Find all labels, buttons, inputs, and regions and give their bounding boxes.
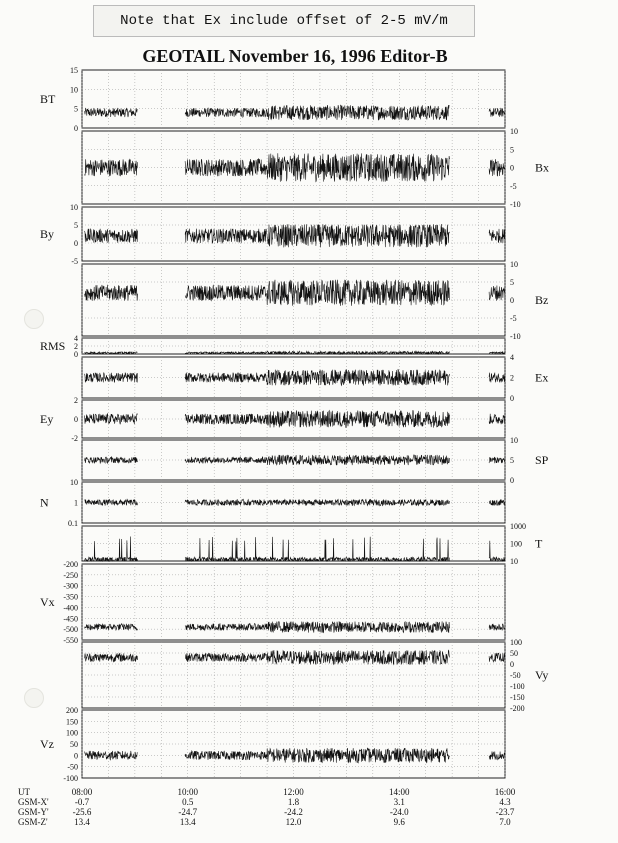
trace-vx-seg0: [85, 624, 138, 631]
panel-label: Vy: [535, 668, 549, 682]
tick-label: -200: [63, 560, 78, 569]
tick-label: 4: [74, 334, 78, 343]
trace-vz-seg2: [489, 751, 505, 759]
trace-vx-seg1: [185, 621, 449, 632]
tick-label: 2: [74, 396, 78, 405]
tick-label: 100: [510, 539, 522, 549]
footer-value: 12:00: [283, 787, 304, 797]
trace-bt-seg2: [489, 108, 505, 117]
trace-t-seg0: [85, 537, 138, 562]
panel-bx: [82, 127, 549, 209]
trace-bx-seg1: [185, 153, 449, 181]
tick-label: 0: [510, 660, 514, 669]
tick-label: 100: [66, 728, 78, 738]
panel-label: Bx: [535, 160, 550, 175]
trace-bz-seg0: [85, 285, 138, 301]
tick-label: -50: [510, 671, 521, 680]
trace-bz-seg1: [185, 280, 449, 306]
trace-bz-seg2: [489, 286, 505, 301]
tick-label: -250: [63, 570, 78, 580]
tick-label: 5: [510, 456, 514, 465]
footer-value: 7.0: [499, 817, 511, 827]
tick-label: 10: [510, 127, 518, 136]
panel-vz: [40, 706, 505, 783]
trace-rms-seg2: [489, 352, 505, 354]
tick-label: -400: [63, 603, 78, 613]
tick-label: 100: [510, 638, 522, 647]
tick-label: 0: [74, 415, 78, 424]
tick-label: 200: [66, 706, 78, 715]
tick-label: 0: [74, 751, 78, 761]
tick-label: -500: [63, 625, 78, 635]
footer-value: 4.3: [499, 797, 511, 807]
tick-label: 0: [510, 163, 514, 173]
panel-n: [40, 478, 505, 528]
panel-label: Vx: [40, 595, 55, 609]
panel-label: SP: [535, 453, 549, 467]
tick-label: -350: [63, 592, 78, 602]
tick-label: -5: [71, 257, 78, 266]
trace-bt-seg0: [85, 108, 138, 117]
tick-label: 5: [74, 221, 78, 230]
panel-frame: [82, 70, 505, 128]
tick-label: -10: [510, 200, 521, 209]
panel-label: BT: [40, 92, 56, 106]
panel-label: Vz: [40, 737, 54, 751]
trace-vy-seg1: [185, 650, 449, 664]
note-banner: Note that Ex include offset of 2-5 mV/m: [93, 5, 475, 37]
trace-vy-seg2: [489, 653, 505, 662]
panel-label: Bz: [535, 293, 549, 307]
trace-vx-seg2: [489, 624, 505, 631]
tick-label: -450: [63, 614, 78, 624]
tick-label: 1000: [510, 522, 526, 531]
trace-ey-seg0: [85, 414, 138, 425]
panel-rms: [40, 334, 505, 359]
panel-bz: [82, 260, 548, 341]
tick-label: 0: [74, 124, 78, 133]
panel-by: [40, 203, 505, 266]
tick-label: 10: [70, 478, 78, 487]
trace-ex-seg2: [489, 373, 505, 383]
panel-label: By: [40, 227, 55, 241]
tick-label: -100: [63, 774, 78, 783]
tick-label: 2: [510, 373, 514, 383]
footer-value: -24.7: [178, 807, 198, 817]
footer-value: 9.6: [393, 817, 405, 827]
tick-label: 10: [510, 260, 518, 269]
footer-value: 12.0: [285, 817, 302, 827]
footer-value: 14:00: [388, 787, 410, 797]
footer-value: -24.2: [284, 807, 303, 817]
trace-by-seg2: [489, 229, 505, 243]
chart-title: GEOTAIL November 16, 1996 Editor-B: [142, 46, 448, 66]
footer-value: 13.4: [179, 817, 196, 827]
panel-label: N: [40, 495, 49, 510]
tick-label: 0: [510, 296, 514, 305]
footer-row-label: GSM-X': [18, 797, 49, 807]
footer-row-label: GSM-Z': [18, 817, 48, 827]
tick-label: 0: [74, 350, 78, 359]
tick-label: 0.1: [68, 519, 78, 528]
trace-sp-seg2: [489, 457, 505, 463]
trace-by-seg0: [85, 229, 138, 243]
trace-n-seg2: [489, 500, 505, 506]
tick-label: 5: [74, 104, 78, 114]
footer-value: -24.0: [389, 807, 409, 817]
trace-sp-seg0: [85, 457, 138, 463]
panel-bt: [40, 66, 505, 133]
tick-label: 1: [74, 498, 78, 508]
tick-label: -100: [510, 682, 525, 691]
tick-label: -2: [71, 434, 78, 443]
tick-label: 5: [510, 145, 514, 155]
tick-label: 5: [510, 278, 514, 287]
footer-value: 08:00: [71, 787, 93, 797]
footer-value: 10:00: [177, 787, 199, 797]
panel-label: T: [535, 536, 543, 551]
panel-label: RMS: [40, 339, 66, 353]
footer-row-label: GSM-Y': [18, 807, 49, 817]
trace-vy-seg0: [85, 653, 138, 662]
tick-label: 10: [510, 436, 518, 445]
tick-label: 15: [70, 66, 78, 75]
footer-value: -23.7: [495, 807, 515, 817]
trace-by-seg1: [185, 224, 449, 247]
tick-label: -550: [63, 636, 78, 645]
tick-label: 10: [70, 85, 78, 95]
panel-ey: [40, 396, 505, 443]
tick-label: -5: [510, 314, 517, 323]
trace-rms-seg1: [185, 351, 449, 354]
panel-label: Ex: [535, 370, 549, 385]
tick-label: 10: [70, 203, 78, 212]
footer-value: 16:00: [494, 787, 516, 797]
panel-ex: [82, 353, 548, 403]
footer-value: 13.4: [74, 817, 90, 827]
panel-vx: [40, 560, 505, 645]
tick-label: -150: [510, 693, 525, 702]
tick-label: -300: [63, 581, 78, 591]
tick-label: -5: [510, 181, 517, 191]
tick-label: 0: [510, 476, 514, 485]
tick-label: -50: [67, 762, 78, 772]
trace-ex-seg1: [185, 370, 449, 386]
tick-label: 150: [66, 717, 78, 727]
footer-value: 3.1: [393, 797, 405, 807]
trace-n-seg0: [85, 500, 138, 506]
tick-label: 0: [510, 394, 514, 403]
tick-label: 0: [74, 239, 78, 248]
tick-label: 10: [510, 557, 518, 566]
trace-vz-seg0: [85, 751, 138, 760]
tick-label: 50: [510, 649, 518, 658]
footer-value: -0.7: [74, 797, 90, 807]
footer-value: 0.5: [182, 797, 194, 807]
trace-bt-seg1: [185, 105, 449, 120]
tick-label: 50: [70, 740, 78, 749]
footer-value: 1.8: [287, 797, 300, 807]
panel-vy: [82, 638, 548, 713]
trace-bx-seg0: [85, 159, 138, 176]
panel-label: Ey: [40, 412, 54, 426]
footer-row-label: UT: [18, 787, 30, 797]
panel-t: [82, 522, 543, 566]
footer-value: -25.6: [72, 807, 92, 817]
tick-label: -10: [510, 332, 521, 341]
tick-label: 4: [510, 353, 514, 362]
tick-label: -200: [510, 704, 525, 713]
panel-sp: [82, 436, 549, 485]
trace-t-seg1: [185, 537, 449, 561]
trace-ex-seg0: [85, 373, 138, 383]
tick-label: 2: [74, 342, 78, 351]
